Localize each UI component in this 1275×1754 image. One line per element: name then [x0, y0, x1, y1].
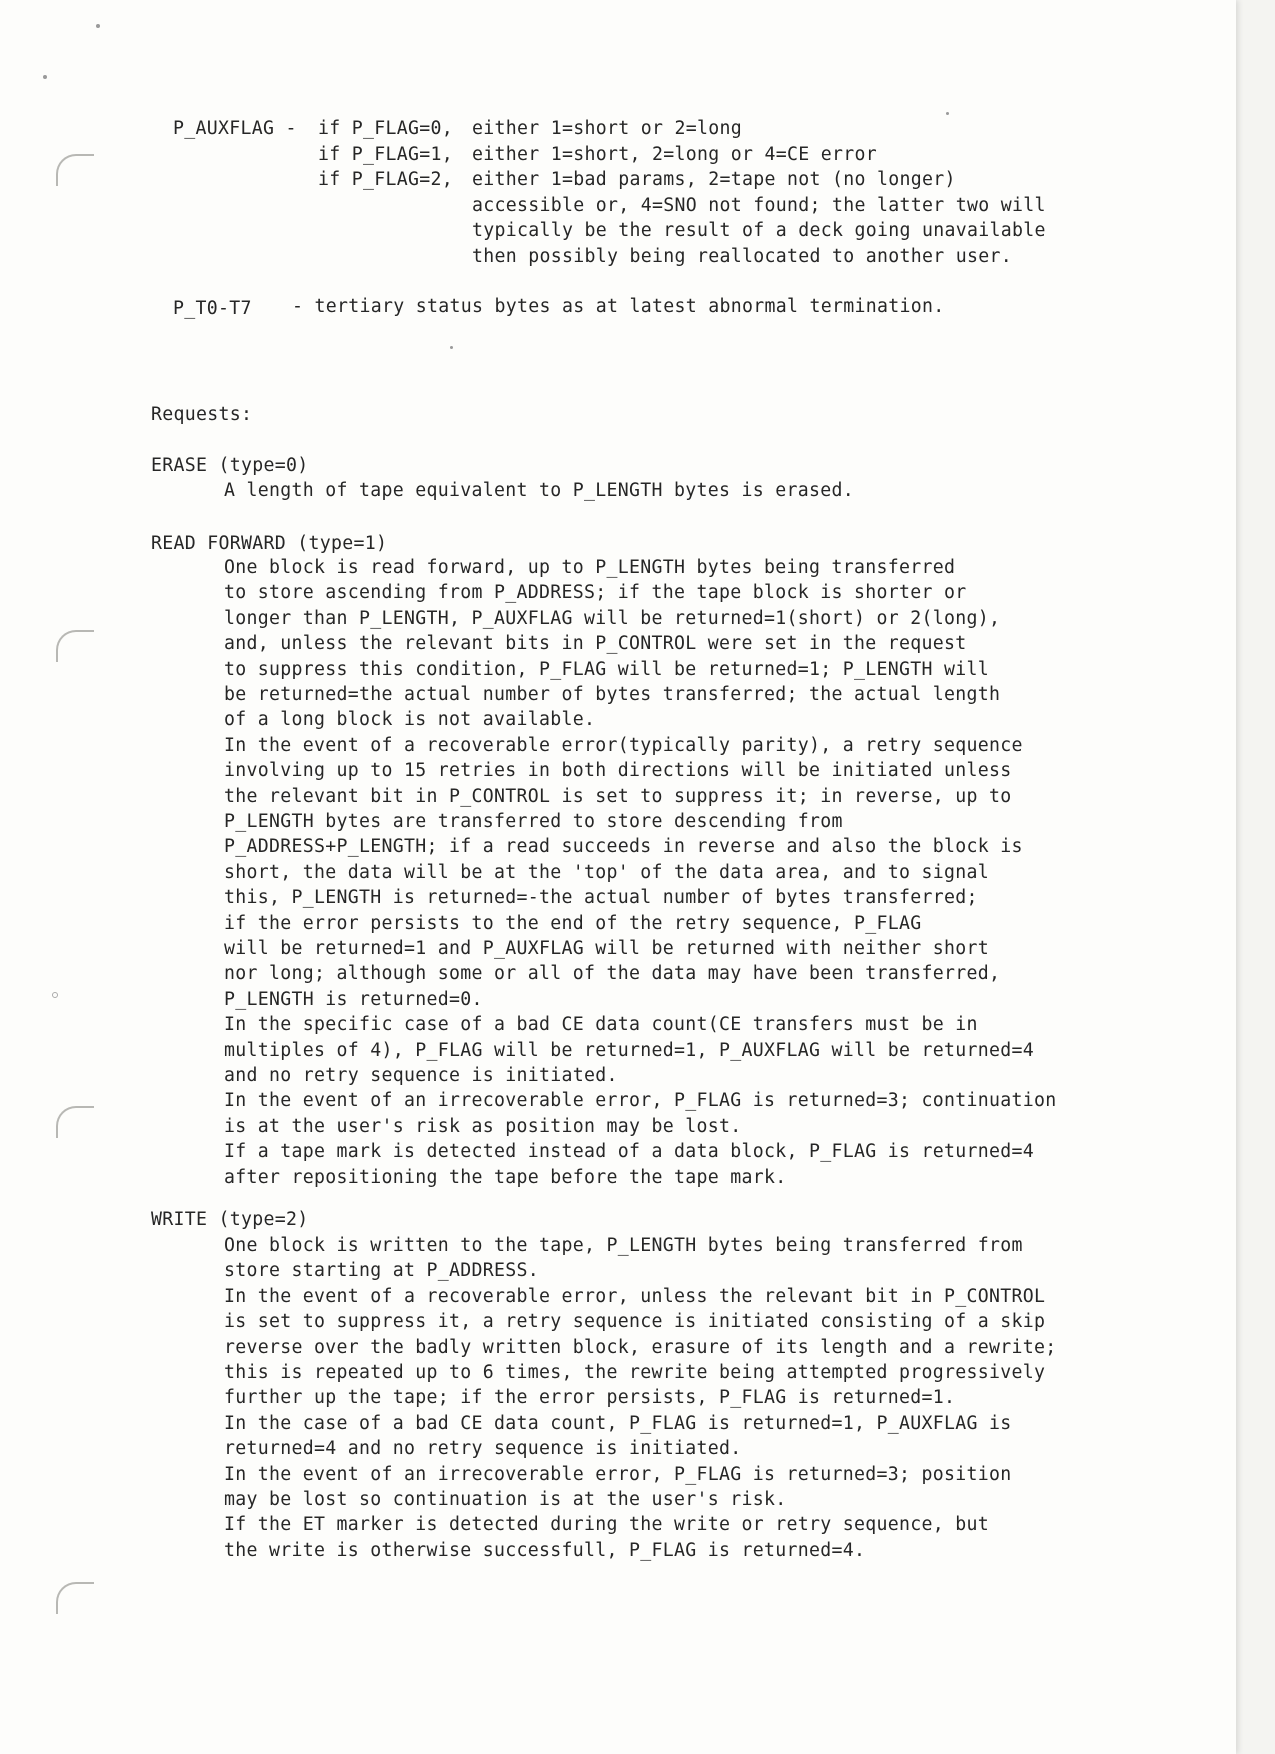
paragraph-line: may be lost so continuation is at the user's risk. — [224, 1489, 787, 1510]
paragraph-line: nor long; although some or all of the data may have been transferred, — [224, 963, 1001, 985]
paragraph-line: this, P_LENGTH is returned=-the actual number of bytes transferred; — [224, 887, 978, 909]
requests-heading: Requests: — [151, 404, 253, 425]
paragraph-line: returned=4 and no retry sequence is initiated. — [224, 1438, 742, 1460]
paragraph-line: In the event of a recoverable error(typically parity), a retry sequence — [224, 734, 1023, 756]
paragraph-line: if the error persists to the end of the retry sequence, P_FLAG — [224, 912, 922, 934]
tertiary-description: - tertiary status bytes as at latest abnormal termination. — [292, 296, 945, 317]
punch-hole — [56, 154, 94, 186]
auxflag-description: either 1=short or 2=long — [472, 118, 742, 139]
paragraph-line: One block is read forward, up to P_LENGTH bytes being transferred — [224, 557, 956, 578]
scan-speck — [450, 346, 453, 349]
paragraph-line: reverse over the badly written block, erasure of its length and a rewrite; — [224, 1336, 1057, 1358]
paragraph-line: longer than P_LENGTH, P_AUXFLAG will be returned=1(short) or 2(long), — [224, 607, 1001, 629]
scan-speck — [946, 112, 949, 115]
auxflag-term: P_AUXFLAG - — [173, 118, 297, 139]
paragraph-line: involving up to 15 retries in both directions will be initiated unless — [224, 760, 1012, 782]
auxflag-continuation: then possibly being reallocated to another user. — [472, 246, 1012, 267]
punch-hole — [56, 1582, 94, 1614]
paragraph-line: store starting at P_ADDRESS. — [224, 1260, 539, 1282]
punch-hole — [56, 1106, 94, 1138]
scan-speck — [43, 75, 47, 79]
scan-speck — [96, 24, 100, 28]
paragraph-line: and, unless the relevant bits in P_CONTROL were set in the request — [224, 633, 967, 655]
paragraph-line: the relevant bit in P_CONTROL is set to suppress it; in reverse, up to — [224, 785, 1012, 807]
auxflag-condition: if P_FLAG=1, — [318, 144, 453, 165]
auxflag-description: either 1=short, 2=long or 4=CE error — [472, 144, 877, 165]
paragraph-line: One block is written to the tape, P_LENGTH bytes being transferred from — [224, 1235, 1023, 1256]
paragraph-line: this is repeated up to 6 times, the rewrite being attempted progressively — [224, 1362, 1046, 1383]
paragraph-line: of a long block is not available. — [224, 709, 596, 731]
erase-heading: ERASE (type=0) — [151, 455, 309, 476]
paragraph-line: P_LENGTH is returned=0. — [224, 988, 483, 1010]
auxflag-condition: if P_FLAG=0, — [318, 118, 453, 139]
paragraph-line: In the case of a bad CE data count, P_FLAG is returned=1, P_AUXFLAG is — [224, 1412, 1012, 1434]
read-forward-heading: READ FORWARD (type=1) — [151, 533, 388, 554]
scan-speck — [52, 992, 58, 998]
paragraph-line: In the event of an irrecoverable error, P_FLAG is returned=3; position — [224, 1463, 1012, 1485]
paragraph-line: to store ascending from P_ADDRESS; if the tape block is shorter or — [224, 582, 967, 604]
paragraph-line: will be returned=1 and P_AUXFLAG will be returned with neither short — [224, 938, 989, 959]
punch-hole — [56, 630, 94, 662]
paragraph-line: and no retry sequence is initiated. — [224, 1065, 618, 1086]
paragraph-line: further up the tape; if the error persists, P_FLAG is returned=1. — [224, 1387, 956, 1409]
auxflag-continuation: accessible or, 4=SNO not found; the latter two will — [472, 195, 1046, 216]
paragraph-line: after repositioning the tape before the tape mark. — [224, 1166, 787, 1188]
paragraph-line: If the ET marker is detected during the write or retry sequence, but — [224, 1514, 989, 1536]
paragraph-line: In the event of an irrecoverable error, P_FLAG is returned=3; continuation — [224, 1090, 1057, 1112]
write-heading: WRITE (type=2) — [151, 1209, 309, 1230]
paragraph-line: In the specific case of a bad CE data count(CE transfers must be in — [224, 1014, 978, 1036]
paragraph-line: P_LENGTH bytes are transferred to store descending from — [224, 811, 843, 832]
paragraph-line: In the event of a recoverable error, unless the relevant bit in P_CONTROL — [224, 1285, 1046, 1307]
paragraph-line: the write is otherwise successfull, P_FLAG is returned=4. — [224, 1539, 866, 1561]
paragraph-line: is set to suppress it, a retry sequence is initiated consisting of a skip — [224, 1311, 1046, 1333]
paragraph-line: be returned=the actual number of bytes transferred; the actual length — [224, 684, 1001, 705]
erase-line: A length of tape equivalent to P_LENGTH bytes is erased. — [224, 480, 854, 501]
auxflag-description: either 1=bad params, 2=tape not (no longer) — [472, 169, 956, 190]
auxflag-continuation: typically be the result of a deck going unavailable — [472, 220, 1046, 241]
paragraph-line: short, the data will be at the 'top' of the data area, and to signal — [224, 861, 989, 883]
paragraph-line: If a tape mark is detected instead of a data block, P_FLAG is returned=4 — [224, 1141, 1034, 1163]
paragraph-line: is at the user's risk as position may be lost. — [224, 1115, 742, 1137]
auxflag-condition: if P_FLAG=2, — [318, 169, 453, 190]
paragraph-line: multiples of 4), P_FLAG will be returned=1, P_AUXFLAG will be returned=4 — [224, 1039, 1034, 1061]
tertiary-term: P_T0-T7 — [173, 298, 252, 319]
paragraph-line: to suppress this condition, P_FLAG will be returned=1; P_LENGTH will — [224, 658, 989, 680]
paragraph-line: P_ADDRESS+P_LENGTH; if a read succeeds in reverse and also the block is — [224, 836, 1023, 858]
